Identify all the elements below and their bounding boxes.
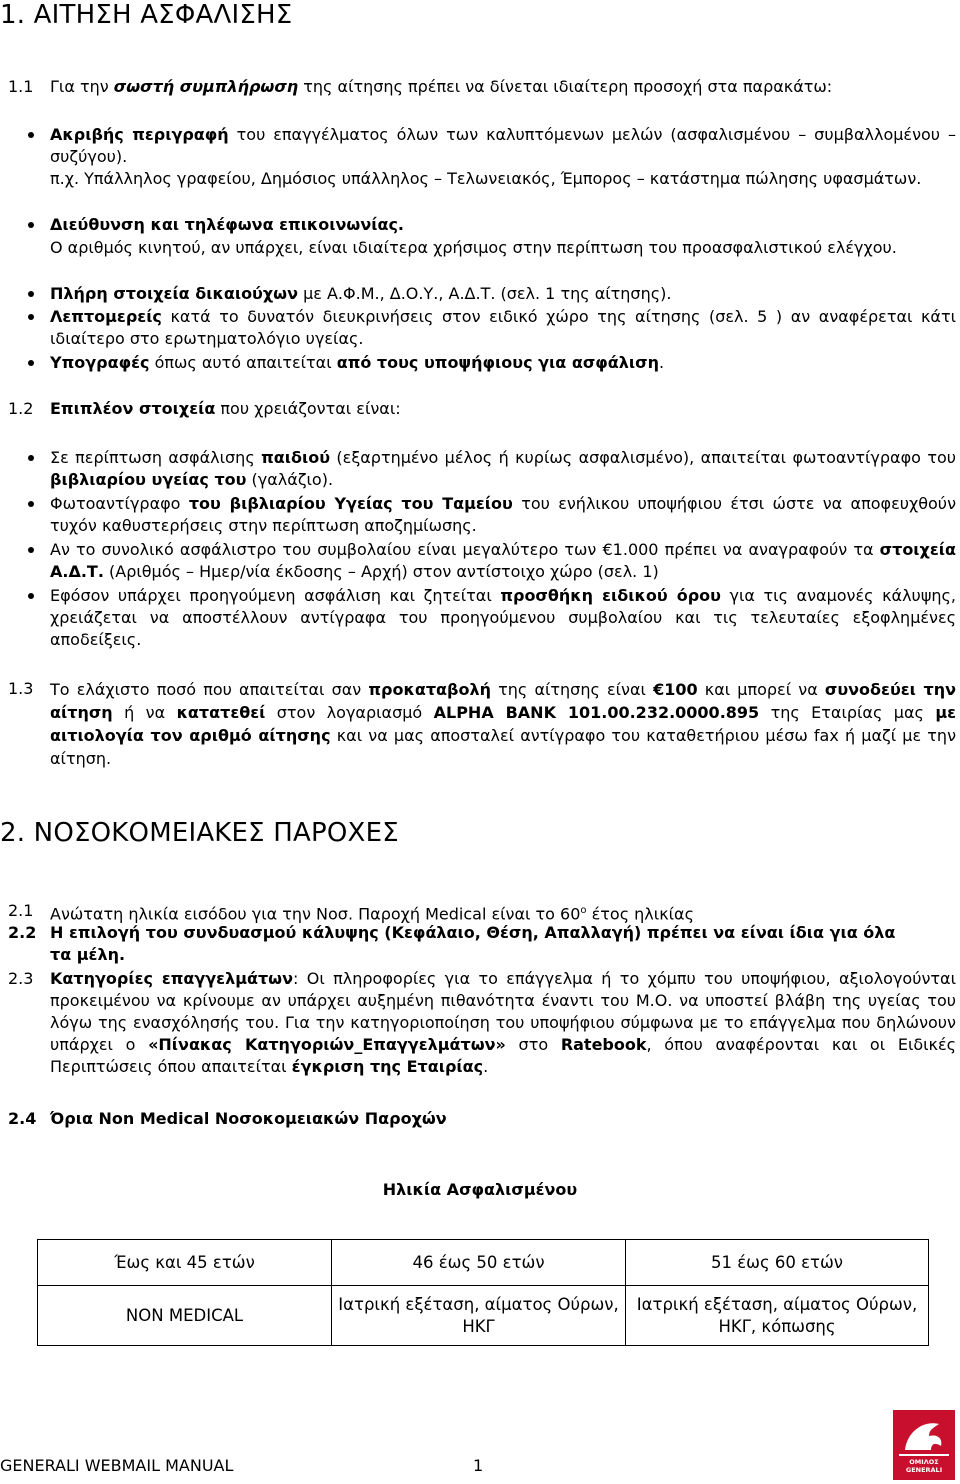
section-1-title: 1. ΑΙΤΗΣΗ ΑΣΦΑΛΙΣΗΣ — [0, 0, 293, 30]
logo-text: ΟΜΙΛΟΣ GENERALI — [905, 1458, 943, 1474]
para-1-3-number: 1.3 — [8, 679, 34, 698]
footer-title: GENERALI WEBMAIL MANUAL — [0, 1456, 234, 1475]
bullet-beneficiaries: Πλήρη στοιχεία δικαιούχων με Α.Φ.Μ., Δ.Ο.Υ., Α.Δ.Τ. (σελ. 1 της αίτησης). — [50, 284, 672, 303]
table-cell: Ιατρική εξέταση, αίματος Ούρων, ΗΚΓ — [332, 1286, 626, 1346]
bullet-icon — [28, 360, 34, 366]
bullet-icon — [28, 547, 34, 553]
para-1-2-number: 1.2 — [8, 399, 34, 418]
section-2-title: 2. ΝΟΣΟΚΟΜΕΙΑΚΕΣ ΠΑΡΟΧΕΣ — [0, 818, 399, 848]
table-header: 51 έως 60 ετών — [626, 1240, 929, 1286]
table-header: Έως και 45 ετών — [38, 1240, 332, 1286]
table-cell: NON MEDICAL — [38, 1286, 332, 1346]
bullet-icon — [28, 501, 34, 507]
bullet-signatures: Υπογραφές όπως αυτό απαιτείται από τους υποψήφιους για ασφάλιση. — [50, 353, 665, 372]
page-number: 1 — [473, 1456, 484, 1475]
para-2-4-number: 2.4 — [8, 1109, 37, 1128]
bullet-icon — [28, 222, 34, 228]
para-2-2-number: 2.2 — [8, 923, 37, 942]
generali-logo — [893, 1410, 955, 1480]
para-1-2: Επιπλέον στοιχεία που χρειάζονται είναι: — [50, 399, 401, 418]
para-2-1: Ανώτατη ηλικία εισόδου για την Νοσ. Παροχή Medical είναι το $60^o$ έτος ηλικίας — [50, 904, 694, 924]
mobile-note: Ο αριθμός κινητού, αν υπάρχει, είναι ιδιαίτερα χρήσιμος στην περίπτωση του προασφαλιστικού ελέγχου. — [50, 238, 897, 257]
bullet-occupation: Ακριβής περιγραφή του επαγγέλματος όλων των καλυπτόμενων μελών (ασφαλισμένου – συμβαλλομένου – συζύγου). — [50, 125, 956, 166]
para-1-3: Το ελάχιστο ποσό που απαιτείται σαν προκαταβολή της αίτησης είναι €100 και μπορεί να συνοδεύει την αίτηση ή να κατατεθεί στον λογαριασμό ALPHA BANK 101.00.232.0000.895 της Εταιρίας μας με αιτιολογία τον αριθμό αίτησης και να μας αποσταλεί αντίγραφο του καταθετήριου μέσω fax ή μαζί με την αίτηση. — [50, 680, 957, 768]
para-1-1-number: 1.1 — [8, 77, 34, 96]
bullet-icon — [28, 132, 34, 138]
bullet-fund-booklet: Φωτοαντίγραφο του βιβλιαρίου Υγείας του Ταμείου του ενήλικου υποψήφιου έτσι ώστε να αποφευχθούν τυχόν καθυστερήσεις στην περίπτωση αποζημίωσης. — [50, 494, 957, 535]
para-2-1-number: 2.1 — [8, 901, 34, 920]
bullet-child: Σε περίπτωση ασφάλισης παιδιού (εξαρτημένο μέλος ή κυρίως ασφαλισμένο), απαιτείται φωτοαντίγραφο του βιβλιαρίου υγείας του (γαλάζιο). — [50, 448, 957, 489]
para-2-2: Η επιλογή του συνδυασμού κάλυψης (Κεφάλαιο, Θέση, Απαλλαγή) πρέπει να είναι ίδια για όλα τα μέλη. — [50, 923, 896, 964]
bullet-address: Διεύθυνση και τηλέφωνα επικοινωνίας. — [50, 215, 405, 234]
para-2-3: Κατηγορίες επαγγελμάτων: Οι πληροφορίες για το επάγγελμα ή το χόμπυ του υποψήφιου, αξιολογούνται προκειμένου να κρίνουμε αν υπάρχει αυξημένη πιθανότητα έναντι του Μ.Ο. να υποστεί βλάβη της υγείας του λόγω της ενασχόλησής του. Για την κατηγοριοποίηση του υποψήφιου σύμφωνα με το επάγγελμα που δηλώνουν υπάρχει ο «Πίνακας Κατηγοριών_Επαγγελμάτων» στο Ratebook, όπου αναφέρονται και οι Ειδικές Περιπτώσεις όπου απαιτείται έγκριση της Εταιρίας. — [50, 969, 957, 1076]
bullet-icon — [28, 291, 34, 297]
occupation-example: π.χ. Υπάλληλος γραφείου, Δημόσιος υπάλληλος – Τελωνειακός, Έμπορος – κατάστημα πώλησης υφασμάτων. — [50, 169, 922, 188]
bullet-details: Λεπτομερείς κατά το δυνατόν διευκρινήσεις στον ειδικό χώρο της αίτησης (σελ. 5 ) αν αναφέρεται κάτι ιδιαίτερο στο ερωτηματολόγιο υγείας. — [50, 307, 956, 348]
para-2-4: Όρια Non Medical Νοσοκομειακών Παροχών — [50, 1109, 447, 1128]
bullet-icon — [28, 593, 34, 599]
bullet-premium: Αν το συνολικό ασφάλιστρο του συμβολαίου είναι μεγαλύτερο των €1.000 πρέπει να αναγραφούν τα στοιχεία Α.Δ.Τ. (Αριθμός – Ημερ/νία έκδοσης – Αρχή) στον αντίστοιχο χώρο (σελ. 1) — [50, 540, 956, 581]
bullet-icon — [28, 455, 34, 461]
table-caption: Ηλικία Ασφαλισμένου — [382, 1180, 578, 1199]
para-2-3-number: 2.3 — [8, 969, 34, 988]
non-medical-limits-table — [37, 1239, 929, 1346]
bullet-icon — [28, 314, 34, 320]
bullet-previous-insurance: Εφόσον υπάρχει προηγούμενη ασφάλιση και ζητείται προσθήκη ειδικού όρου για τις αναμονές κάλυψης, χρειάζεται να αποστέλλουν αντίγραφα του προηγούμενου συμβολαίου και τις τελευταίες εξοφλημένες αποδείξεις. — [50, 586, 956, 649]
table-cell: Ιατρική εξέταση, αίματος Ούρων, ΗΚΓ, κόπωσης — [626, 1286, 929, 1346]
table-header: 46 έως 50 ετών — [332, 1240, 626, 1286]
para-1-1: Για την σωστή συμπλήρωση της αίτησης πρέπει να δίνεται ιδιαίτερη προσοχή στα παρακάτω: — [50, 77, 833, 96]
